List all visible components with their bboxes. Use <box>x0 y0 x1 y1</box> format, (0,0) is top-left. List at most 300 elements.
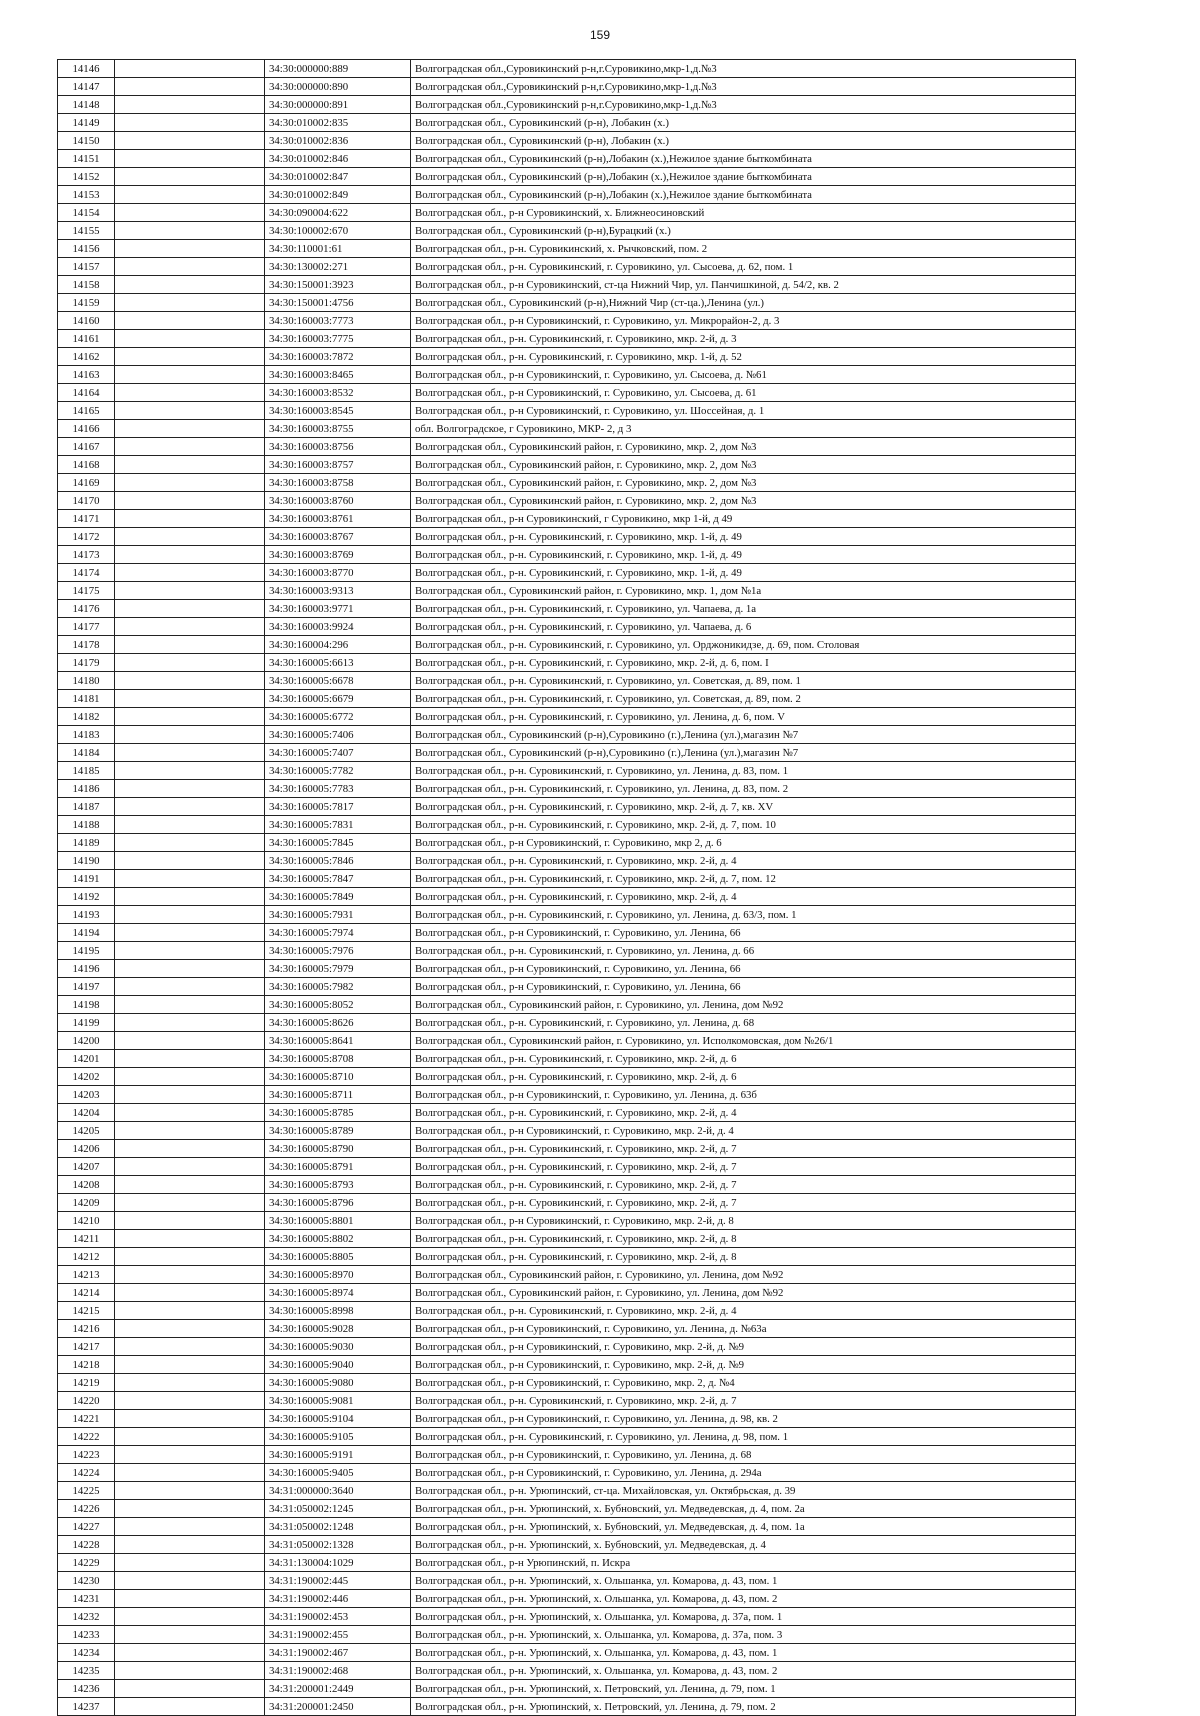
cadastral-number-cell: 34:30:160005:8641 <box>265 1032 411 1050</box>
address-cell: Волгоградская обл., р-н. Суровикинский, г. Суровикино, мкр. 2-й, д. 8 <box>411 1230 1076 1248</box>
address-cell: Волгоградская обл., Суровикинский (р-н),Лобакин (х.),Нежилое здание быткомбината <box>411 168 1076 186</box>
table-row <box>58 1248 1076 1266</box>
cadastral-number-cell: 34:30:160005:9104 <box>265 1410 411 1428</box>
empty-cell <box>115 1410 265 1428</box>
cadastral-number-cell: 34:30:160005:9080 <box>265 1374 411 1392</box>
address-cell: Волгоградская обл., р-н. Суровикинский, г. Суровикино, ул. Ленина, д. 66 <box>411 942 1076 960</box>
empty-cell <box>115 1536 265 1554</box>
cadastral-number-cell: 34:30:160003:9924 <box>265 618 411 636</box>
empty-cell <box>115 1374 265 1392</box>
row-number-cell: 14198 <box>58 996 115 1014</box>
cadastral-number-cell: 34:31:000000:3640 <box>265 1482 411 1500</box>
table-row <box>58 366 1076 384</box>
table-row <box>58 276 1076 294</box>
row-number-cell: 14200 <box>58 1032 115 1050</box>
empty-cell <box>115 528 265 546</box>
empty-cell <box>115 366 265 384</box>
address-cell: Волгоградская обл., р-н. Суровикинский, г. Суровикино, мкр. 2-й, д. 4 <box>411 888 1076 906</box>
cadastral-number-cell: 34:31:190002:468 <box>265 1662 411 1680</box>
table-row <box>58 1698 1076 1716</box>
empty-cell <box>115 1482 265 1500</box>
empty-cell <box>115 1698 265 1716</box>
row-number-cell: 14214 <box>58 1284 115 1302</box>
table-row <box>58 852 1076 870</box>
address-cell: Волгоградская обл., Суровикинский (р-н),Суровикино (г.),Ленина (ул.),магазин №7 <box>411 744 1076 762</box>
table-row <box>58 1050 1076 1068</box>
cadastral-number-cell: 34:30:160005:9191 <box>265 1446 411 1464</box>
address-cell: Волгоградская обл., Суровикинский район, г. Суровикино, мкр. 2, дом №3 <box>411 474 1076 492</box>
address-cell: Волгоградская обл., р-н Суровикинский, г. Суровикино, ул. Сысоева, д. №61 <box>411 366 1076 384</box>
row-number-cell: 14215 <box>58 1302 115 1320</box>
row-number-cell: 14187 <box>58 798 115 816</box>
table-row <box>58 906 1076 924</box>
address-cell: Волгоградская обл., р-н. Урюпинский, х. Ольшанка, ул. Комарова, д. 43, пом. 2 <box>411 1590 1076 1608</box>
table-row <box>58 1032 1076 1050</box>
cadastral-number-cell: 34:30:160003:9313 <box>265 582 411 600</box>
row-number-cell: 14171 <box>58 510 115 528</box>
empty-cell <box>115 492 265 510</box>
empty-cell <box>115 1338 265 1356</box>
empty-cell <box>115 1446 265 1464</box>
table-row <box>58 312 1076 330</box>
cadastral-number-cell: 34:30:160005:9040 <box>265 1356 411 1374</box>
row-number-cell: 14147 <box>58 78 115 96</box>
cadastral-number-cell: 34:30:150001:3923 <box>265 276 411 294</box>
address-cell: Волгоградская обл., р-н Урюпинский, п. Искра <box>411 1554 1076 1572</box>
empty-cell <box>115 150 265 168</box>
row-number-cell: 14161 <box>58 330 115 348</box>
row-number-cell: 14206 <box>58 1140 115 1158</box>
table-row <box>58 1212 1076 1230</box>
row-number-cell: 14152 <box>58 168 115 186</box>
table-row <box>58 564 1076 582</box>
cadastral-number-cell: 34:31:190002:455 <box>265 1626 411 1644</box>
cadastral-number-cell: 34:30:160005:7817 <box>265 798 411 816</box>
cadastral-number-cell: 34:30:160003:8756 <box>265 438 411 456</box>
empty-cell <box>115 348 265 366</box>
table-row <box>58 420 1076 438</box>
address-cell: Волгоградская обл., р-н. Суровикинский, х. Рычковский, пом. 2 <box>411 240 1076 258</box>
row-number-cell: 14203 <box>58 1086 115 1104</box>
row-number-cell: 14228 <box>58 1536 115 1554</box>
row-number-cell: 14167 <box>58 438 115 456</box>
cadastral-number-cell: 34:30:130002:271 <box>265 258 411 276</box>
row-number-cell: 14230 <box>58 1572 115 1590</box>
table-row <box>58 1104 1076 1122</box>
cadastral-number-cell: 34:30:160004:296 <box>265 636 411 654</box>
address-cell: Волгоградская обл., р-н. Урюпинский, х. Бубновский, ул. Медведевская, д. 4, пом. 1а <box>411 1518 1076 1536</box>
table-body <box>58 60 1076 1716</box>
cadastral-number-cell: 34:30:160005:7845 <box>265 834 411 852</box>
cadastral-number-cell: 34:30:160005:7931 <box>265 906 411 924</box>
row-number-cell: 14217 <box>58 1338 115 1356</box>
address-cell: Волгоградская обл., р-н. Суровикинский, г. Суровикино, мкр. 2-й, д. 4 <box>411 1104 1076 1122</box>
cadastral-number-cell: 34:30:160003:8769 <box>265 546 411 564</box>
table-row <box>58 870 1076 888</box>
row-number-cell: 14170 <box>58 492 115 510</box>
table-row <box>58 1428 1076 1446</box>
row-number-cell: 14155 <box>58 222 115 240</box>
table-row <box>58 132 1076 150</box>
table-row <box>58 168 1076 186</box>
table-row <box>58 654 1076 672</box>
cadastral-number-cell: 34:31:130004:1029 <box>265 1554 411 1572</box>
empty-cell <box>115 708 265 726</box>
address-cell: Волгоградская обл., р-н Суровикинский, г. Суровикино, ул. Сысоева, д. 61 <box>411 384 1076 402</box>
empty-cell <box>115 438 265 456</box>
row-number-cell: 14178 <box>58 636 115 654</box>
row-number-cell: 14211 <box>58 1230 115 1248</box>
table-row <box>58 1662 1076 1680</box>
table-row <box>58 744 1076 762</box>
empty-cell <box>115 618 265 636</box>
empty-cell <box>115 186 265 204</box>
table-row <box>58 726 1076 744</box>
row-number-cell: 14231 <box>58 1590 115 1608</box>
row-number-cell: 14236 <box>58 1680 115 1698</box>
cadastral-number-cell: 34:30:160003:8465 <box>265 366 411 384</box>
row-number-cell: 14184 <box>58 744 115 762</box>
cadastral-number-cell: 34:30:010002:836 <box>265 132 411 150</box>
row-number-cell: 14219 <box>58 1374 115 1392</box>
row-number-cell: 14213 <box>58 1266 115 1284</box>
table-row <box>58 816 1076 834</box>
table-row <box>58 1644 1076 1662</box>
address-cell: Волгоградская обл., р-н. Суровикинский, г. Суровикино, мкр. 1-й, д. 52 <box>411 348 1076 366</box>
address-cell: Волгоградская обл.,Суровикинский р-н,г.Суровикино,мкр-1,д.№3 <box>411 78 1076 96</box>
row-number-cell: 14151 <box>58 150 115 168</box>
address-cell: Волгоградская обл., р-н Суровикинский, г. Суровикино, ул. Ленина, д. 98, кв. 2 <box>411 1410 1076 1428</box>
address-cell: Волгоградская обл., р-н. Суровикинский, г. Суровикино, мкр. 2-й, д. 6, пом. I <box>411 654 1076 672</box>
cadastral-number-cell: 34:30:160005:8789 <box>265 1122 411 1140</box>
cadastral-number-cell: 34:30:160005:8710 <box>265 1068 411 1086</box>
address-cell: Волгоградская обл., р-н Суровикинский, г. Суровикино, мкр. 2-й, д. 8 <box>411 1212 1076 1230</box>
cadastral-number-cell: 34:30:160005:8793 <box>265 1176 411 1194</box>
table-row <box>58 258 1076 276</box>
row-number-cell: 14201 <box>58 1050 115 1068</box>
address-cell: Волгоградская обл., р-н. Суровикинский, г. Суровикино, ул. Сысоева, д. 62, пом. 1 <box>411 258 1076 276</box>
table-row <box>58 1320 1076 1338</box>
cadastral-number-cell: 34:30:160005:8998 <box>265 1302 411 1320</box>
row-number-cell: 14237 <box>58 1698 115 1716</box>
table-row <box>58 510 1076 528</box>
empty-cell <box>115 402 265 420</box>
empty-cell <box>115 1050 265 1068</box>
table-row <box>58 474 1076 492</box>
empty-cell <box>115 690 265 708</box>
cadastral-number-cell: 34:30:160005:8970 <box>265 1266 411 1284</box>
row-number-cell: 14227 <box>58 1518 115 1536</box>
row-number-cell: 14235 <box>58 1662 115 1680</box>
cadastral-number-cell: 34:30:160005:6772 <box>265 708 411 726</box>
address-cell: Волгоградская обл., р-н. Суровикинский, г. Суровикино, ул. Советская, д. 89, пом. 1 <box>411 672 1076 690</box>
cadastral-number-cell: 34:31:200001:2449 <box>265 1680 411 1698</box>
empty-cell <box>115 1140 265 1158</box>
empty-cell <box>115 546 265 564</box>
row-number-cell: 14172 <box>58 528 115 546</box>
table-row <box>58 348 1076 366</box>
row-number-cell: 14146 <box>58 60 115 78</box>
empty-cell <box>115 1626 265 1644</box>
table-row <box>58 708 1076 726</box>
cadastral-number-cell: 34:30:000000:889 <box>265 60 411 78</box>
empty-cell <box>115 1572 265 1590</box>
empty-cell <box>115 1320 265 1338</box>
row-number-cell: 14163 <box>58 366 115 384</box>
table-row <box>58 402 1076 420</box>
row-number-cell: 14153 <box>58 186 115 204</box>
empty-cell <box>115 1284 265 1302</box>
address-cell: Волгоградская обл., р-н. Суровикинский, г. Суровикино, ул. Ленина, д. 68 <box>411 1014 1076 1032</box>
table-row <box>58 1338 1076 1356</box>
empty-cell <box>115 294 265 312</box>
cadastral-number-cell: 34:30:160005:7783 <box>265 780 411 798</box>
cadastral-number-cell: 34:31:190002:453 <box>265 1608 411 1626</box>
table-row <box>58 1302 1076 1320</box>
table-row <box>58 1374 1076 1392</box>
empty-cell <box>115 204 265 222</box>
empty-cell <box>115 240 265 258</box>
empty-cell <box>115 1194 265 1212</box>
cadastral-number-cell: 34:30:090004:622 <box>265 204 411 222</box>
row-number-cell: 14190 <box>58 852 115 870</box>
address-cell: Волгоградская обл., Суровикинский район, г. Суровикино, мкр. 1, дом №1а <box>411 582 1076 600</box>
cadastral-number-cell: 34:30:160005:6678 <box>265 672 411 690</box>
empty-cell <box>115 1356 265 1374</box>
table-row <box>58 1392 1076 1410</box>
table-row <box>58 1446 1076 1464</box>
cadastral-number-cell: 34:30:000000:891 <box>265 96 411 114</box>
cadastral-number-cell: 34:30:160005:9030 <box>265 1338 411 1356</box>
cadastral-number-cell: 34:30:000000:890 <box>265 78 411 96</box>
address-cell: Волгоградская обл., Суровикинский район, г. Суровикино, ул. Ленина, дом №92 <box>411 1284 1076 1302</box>
address-cell: Волгоградская обл., Суровикинский (р-н),Лобакин (х.),Нежилое здание быткомбината <box>411 150 1076 168</box>
empty-cell <box>115 744 265 762</box>
table-row <box>58 582 1076 600</box>
empty-cell <box>115 636 265 654</box>
address-cell: Волгоградская обл., р-н Суровикинский, г. Суровикино, мкр. 2, д. №4 <box>411 1374 1076 1392</box>
cadastral-number-cell: 34:30:160003:8760 <box>265 492 411 510</box>
empty-cell <box>115 870 265 888</box>
cadastral-number-cell: 34:30:160003:8767 <box>265 528 411 546</box>
address-cell: Волгоградская обл., р-н. Урюпинский, ст-ца. Михайловская, ул. Октябрьская, д. 39 <box>411 1482 1076 1500</box>
row-number-cell: 14174 <box>58 564 115 582</box>
address-cell: Волгоградская обл., р-н. Урюпинский, х. Ольшанка, ул. Комарова, д. 43, пом. 1 <box>411 1644 1076 1662</box>
cadastral-number-cell: 34:30:160005:8052 <box>265 996 411 1014</box>
cadastral-number-cell: 34:30:160005:7407 <box>265 744 411 762</box>
table-row <box>58 924 1076 942</box>
empty-cell <box>115 258 265 276</box>
empty-cell <box>115 1464 265 1482</box>
table-row <box>58 1086 1076 1104</box>
address-cell: Волгоградская обл., Суровикинский район, г. Суровикино, ул. Исполкомовская, дом №26/1 <box>411 1032 1076 1050</box>
empty-cell <box>115 1158 265 1176</box>
empty-cell <box>115 726 265 744</box>
address-cell: Волгоградская обл., р-н Суровикинский, г. Суровикино, ул. Шоссейная, д. 1 <box>411 402 1076 420</box>
empty-cell <box>115 330 265 348</box>
table-row <box>58 1464 1076 1482</box>
cadastral-number-cell: 34:30:160005:7976 <box>265 942 411 960</box>
cadastral-number-cell: 34:30:160003:8757 <box>265 456 411 474</box>
address-cell: Волгоградская обл., р-н Суровикинский, г. Суровикино, ул. Ленина, 66 <box>411 960 1076 978</box>
address-cell: Волгоградская обл., Суровикинский (р-н),Суровикино (г.),Ленина (ул.),магазин №7 <box>411 726 1076 744</box>
empty-cell <box>115 222 265 240</box>
table-row <box>58 1194 1076 1212</box>
cadastral-number-cell: 34:30:160005:8790 <box>265 1140 411 1158</box>
cadastral-number-cell: 34:30:160005:7979 <box>265 960 411 978</box>
empty-cell <box>115 456 265 474</box>
cadastral-number-cell: 34:31:190002:446 <box>265 1590 411 1608</box>
cadastral-number-cell: 34:30:160003:8761 <box>265 510 411 528</box>
row-number-cell: 14154 <box>58 204 115 222</box>
table-row <box>58 294 1076 312</box>
cadastral-number-cell: 34:30:160005:7849 <box>265 888 411 906</box>
row-number-cell: 14173 <box>58 546 115 564</box>
row-number-cell: 14195 <box>58 942 115 960</box>
table-row <box>58 528 1076 546</box>
row-number-cell: 14181 <box>58 690 115 708</box>
cadastral-number-cell: 34:30:160003:8545 <box>265 402 411 420</box>
row-number-cell: 14168 <box>58 456 115 474</box>
table-row <box>58 1122 1076 1140</box>
table-row <box>58 60 1076 78</box>
row-number-cell: 14192 <box>58 888 115 906</box>
row-number-cell: 14150 <box>58 132 115 150</box>
address-cell: Волгоградская обл., р-н. Суровикинский, г. Суровикино, мкр. 2-й, д. 7 <box>411 1158 1076 1176</box>
address-cell: Волгоградская обл., Суровикинский район, г. Суровикино, ул. Ленина, дом №92 <box>411 996 1076 1014</box>
empty-cell <box>115 960 265 978</box>
empty-cell <box>115 1392 265 1410</box>
address-cell: Волгоградская обл., Суровикинский (р-н),Лобакин (х.),Нежилое здание быткомбината <box>411 186 1076 204</box>
cadastral-number-cell: 34:30:160005:8711 <box>265 1086 411 1104</box>
address-cell: Волгоградская обл., р-н Суровикинский, г. Суровикино, мкр 2, д. 6 <box>411 834 1076 852</box>
table-row <box>58 1266 1076 1284</box>
empty-cell <box>115 1590 265 1608</box>
empty-cell <box>115 888 265 906</box>
table-row <box>58 1536 1076 1554</box>
row-number-cell: 14224 <box>58 1464 115 1482</box>
table-row <box>58 960 1076 978</box>
table-row <box>58 384 1076 402</box>
table-row <box>58 438 1076 456</box>
cadastral-number-cell: 34:30:160005:9105 <box>265 1428 411 1446</box>
table-row <box>58 1554 1076 1572</box>
table-row <box>58 456 1076 474</box>
table-row <box>58 942 1076 960</box>
address-cell: Волгоградская обл., р-н Суровикинский, г. Суровикино, ул. Ленина, д. 68 <box>411 1446 1076 1464</box>
empty-cell <box>115 942 265 960</box>
address-cell: Волгоградская обл., р-н. Суровикинский, г. Суровикино, ул. Ленина, д. 83, пом. 2 <box>411 780 1076 798</box>
empty-cell <box>115 474 265 492</box>
empty-cell <box>115 1032 265 1050</box>
row-number-cell: 14182 <box>58 708 115 726</box>
empty-cell <box>115 78 265 96</box>
empty-cell <box>115 60 265 78</box>
address-cell: Волгоградская обл., р-н Суровикинский, г. Суровикино, ул. Ленина, д. 294а <box>411 1464 1076 1482</box>
row-number-cell: 14157 <box>58 258 115 276</box>
address-cell: Волгоградская обл., Суровикинский (р-н),Нижний Чир (ст-ца.),Ленина (ул.) <box>411 294 1076 312</box>
row-number-cell: 14209 <box>58 1194 115 1212</box>
cadastral-number-cell: 34:31:190002:445 <box>265 1572 411 1590</box>
empty-cell <box>115 1212 265 1230</box>
cadastral-number-cell: 34:30:160005:8802 <box>265 1230 411 1248</box>
empty-cell <box>115 384 265 402</box>
address-cell: Волгоградская обл., р-н. Суровикинский, г. Суровикино, мкр. 2-й, д. 3 <box>411 330 1076 348</box>
empty-cell <box>115 1662 265 1680</box>
table-row <box>58 240 1076 258</box>
empty-cell <box>115 564 265 582</box>
row-number-cell: 14205 <box>58 1122 115 1140</box>
empty-cell <box>115 816 265 834</box>
address-cell: Волгоградская обл., р-н. Суровикинский, г. Суровикино, ул. Ленина, д. 6, пом. V <box>411 708 1076 726</box>
cadastral-number-cell: 34:30:010002:846 <box>265 150 411 168</box>
row-number-cell: 14220 <box>58 1392 115 1410</box>
address-cell: Волгоградская обл., р-н. Урюпинский, х. Петровский, ул. Ленина, д. 79, пом. 1 <box>411 1680 1076 1698</box>
address-cell: Волгоградская обл., р-н Суровикинский, х. Ближнеосиновский <box>411 204 1076 222</box>
table-row <box>58 798 1076 816</box>
empty-cell <box>115 1248 265 1266</box>
address-cell: Волгоградская обл., р-н Суровикинский, г Суровикино, мкр 1-й, д 49 <box>411 510 1076 528</box>
row-number-cell: 14204 <box>58 1104 115 1122</box>
row-number-cell: 14179 <box>58 654 115 672</box>
empty-cell <box>115 1230 265 1248</box>
cadastral-number-cell: 34:30:160005:6613 <box>265 654 411 672</box>
cadastral-number-cell: 34:30:010002:849 <box>265 186 411 204</box>
cadastral-number-cell: 34:30:160003:7773 <box>265 312 411 330</box>
table-row <box>58 690 1076 708</box>
cadastral-number-cell: 34:30:100002:670 <box>265 222 411 240</box>
address-cell: Волгоградская обл., р-н. Суровикинский, г. Суровикино, ул. Чапаева, д. 6 <box>411 618 1076 636</box>
address-cell: Волгоградская обл., р-н Суровикинский, г. Суровикино, ул. Ленина, д. №63а <box>411 1320 1076 1338</box>
table-row <box>58 114 1076 132</box>
row-number-cell: 14166 <box>58 420 115 438</box>
address-cell: Волгоградская обл., р-н. Урюпинский, х. Ольшанка, ул. Комарова, д. 43, пом. 2 <box>411 1662 1076 1680</box>
address-cell: Волгоградская обл., р-н. Суровикинский, г. Суровикино, мкр. 1-й, д. 49 <box>411 546 1076 564</box>
row-number-cell: 14197 <box>58 978 115 996</box>
address-cell: Волгоградская обл., Суровикинский (р-н),Бурацкий (х.) <box>411 222 1076 240</box>
row-number-cell: 14188 <box>58 816 115 834</box>
row-number-cell: 14162 <box>58 348 115 366</box>
cadastral-number-cell: 34:30:160005:9028 <box>265 1320 411 1338</box>
table-row <box>58 1500 1076 1518</box>
empty-cell <box>115 780 265 798</box>
row-number-cell: 14207 <box>58 1158 115 1176</box>
table-row <box>58 546 1076 564</box>
empty-cell <box>115 924 265 942</box>
address-cell: Волгоградская обл., р-н Суровикинский, г. Суровикино, мкр. 2-й, д. №9 <box>411 1338 1076 1356</box>
empty-cell <box>115 762 265 780</box>
row-number-cell: 14189 <box>58 834 115 852</box>
empty-cell <box>115 1608 265 1626</box>
table-row <box>58 1140 1076 1158</box>
table-row <box>58 1680 1076 1698</box>
cadastral-number-cell: 34:30:160005:7974 <box>265 924 411 942</box>
empty-cell <box>115 1500 265 1518</box>
address-cell: Волгоградская обл., р-н Суровикинский, г. Суровикино, мкр. 2-й, д. №9 <box>411 1356 1076 1374</box>
cadastral-number-cell: 34:30:160005:7782 <box>265 762 411 780</box>
table-row <box>58 834 1076 852</box>
empty-cell <box>115 1266 265 1284</box>
cadastral-number-cell: 34:30:010002:847 <box>265 168 411 186</box>
row-number-cell: 14222 <box>58 1428 115 1446</box>
empty-cell <box>115 834 265 852</box>
table-row <box>58 1356 1076 1374</box>
empty-cell <box>115 1554 265 1572</box>
empty-cell <box>115 672 265 690</box>
table-row <box>58 780 1076 798</box>
address-cell: Волгоградская обл., р-н. Суровикинский, г. Суровикино, мкр. 2-й, д. 7 <box>411 1392 1076 1410</box>
table-row <box>58 1518 1076 1536</box>
